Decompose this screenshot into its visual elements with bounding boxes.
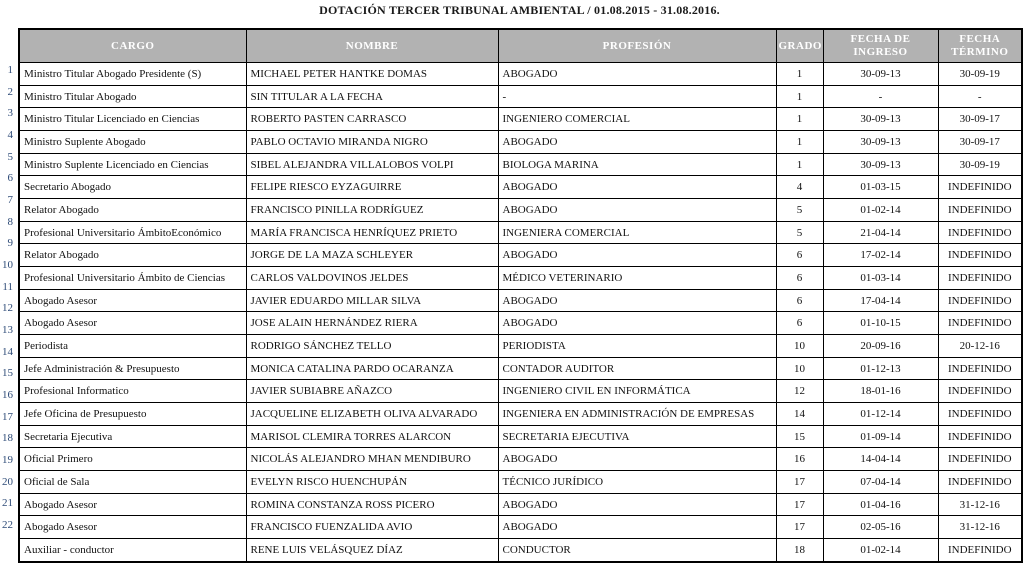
cell-profesion: ABOGADO (498, 176, 776, 199)
cell-profesion: - (498, 85, 776, 108)
cell-cargo: Abogado Asesor (19, 312, 246, 335)
cell-ingreso: 01-03-14 (823, 267, 938, 290)
row-number: 5 (7, 150, 13, 163)
cell-profesion: ABOGADO (498, 63, 776, 86)
cell-profesion: CONDUCTOR (498, 539, 776, 562)
cell-grado: 1 (776, 85, 823, 108)
row-number: 2 (7, 85, 13, 98)
cell-termino: INDEFINIDO (938, 289, 1022, 312)
cell-cargo: Secretaria Ejecutiva (19, 425, 246, 448)
cell-grado: 1 (776, 63, 823, 86)
cell-grado: 1 (776, 108, 823, 131)
cell-termino: INDEFINIDO (938, 357, 1022, 380)
row-number: 22 (2, 519, 13, 532)
cell-nombre: JACQUELINE ELIZABETH OLIVA ALVARADO (246, 403, 498, 426)
cell-cargo: Ministro Titular Abogado (19, 85, 246, 108)
cell-profesion: INGENIERO CIVIL EN INFORMÁTICA (498, 380, 776, 403)
cell-cargo: Profesional Informatico (19, 380, 246, 403)
table-row (19, 244, 1022, 267)
cell-nombre: SIBEL ALEJANDRA VILLALOBOS VOLPI (246, 153, 498, 176)
cell-ingreso: 01-03-15 (823, 176, 938, 199)
cell-nombre: ROBERTO PASTEN CARRASCO (246, 108, 498, 131)
row-number: 18 (2, 432, 13, 445)
cell-ingreso: 14-04-14 (823, 448, 938, 471)
cell-nombre: MONICA CATALINA PARDO OCARANZA (246, 357, 498, 380)
row-number: 17 (2, 410, 13, 423)
table-row (19, 85, 1022, 108)
cell-cargo: Profesional Universitario Ámbito de Ciencias (19, 267, 246, 290)
cell-termino: INDEFINIDO (938, 176, 1022, 199)
cell-termino: - (938, 85, 1022, 108)
table-row (19, 516, 1022, 539)
cell-nombre: JAVIER SUBIABRE AÑAZCO (246, 380, 498, 403)
cell-grado: 16 (776, 448, 823, 471)
row-number-gutter (0, 60, 15, 537)
page-title: DOTACIÓN TERCER TRIBUNAL AMBIENTAL / 01.08.2015 - 31.08.2016. (319, 3, 720, 17)
cell-nombre: JAVIER EDUARDO MILLAR SILVA (246, 289, 498, 312)
table-row (19, 108, 1022, 131)
table-row (19, 539, 1022, 562)
cell-nombre: EVELYN RISCO HUENCHUPÁN (246, 471, 498, 494)
col-header-cargo: CARGO (19, 29, 246, 63)
cell-nombre: MICHAEL PETER HANTKE DOMAS (246, 63, 498, 86)
cell-nombre: FRANCISCO PINILLA RODRÍGUEZ (246, 199, 498, 222)
cell-cargo: Periodista (19, 335, 246, 358)
cell-cargo: Abogado Asesor (19, 516, 246, 539)
cell-termino: INDEFINIDO (938, 244, 1022, 267)
cell-ingreso: 30-09-13 (823, 131, 938, 154)
cell-profesion: SECRETARIA EJECUTIVA (498, 425, 776, 448)
cell-cargo: Relator Abogado (19, 199, 246, 222)
cell-grado: 15 (776, 425, 823, 448)
table-row (19, 312, 1022, 335)
row-number: 1 (7, 64, 13, 76)
staff-table (18, 28, 1023, 563)
table-row (19, 176, 1022, 199)
cell-cargo: Oficial Primero (19, 448, 246, 471)
cell-grado: 4 (776, 176, 823, 199)
cell-grado: 12 (776, 380, 823, 403)
cell-termino: 20-12-16 (938, 335, 1022, 358)
cell-ingreso: 21-04-14 (823, 221, 938, 244)
cell-nombre: FRANCISCO FUENZALIDA AVIO (246, 516, 498, 539)
cell-cargo: Ministro Suplente Abogado (19, 131, 246, 154)
cell-grado: 17 (776, 516, 823, 539)
cell-termino: 30-09-19 (938, 63, 1022, 86)
cell-grado: 5 (776, 199, 823, 222)
cell-cargo: Auxiliar - conductor (19, 539, 246, 562)
cell-grado: 14 (776, 403, 823, 426)
cell-nombre: FELIPE RIESCO EYZAGUIRRE (246, 176, 498, 199)
cell-nombre: ROMINA CONSTANZA ROSS PICERO (246, 493, 498, 516)
cell-termino: INDEFINIDO (938, 380, 1022, 403)
cell-termino: 30-09-17 (938, 131, 1022, 154)
cell-ingreso: 30-09-13 (823, 63, 938, 86)
cell-profesion: ABOGADO (498, 312, 776, 335)
cell-nombre: RENE LUIS VELÁSQUEZ DÍAZ (246, 539, 498, 562)
cell-profesion: MÉDICO VETERINARIO (498, 267, 776, 290)
table-row (19, 403, 1022, 426)
row-number: 11 (2, 280, 13, 293)
table-header (19, 29, 1022, 63)
cell-cargo: Oficial de Sala (19, 471, 246, 494)
cell-ingreso: 07-04-14 (823, 471, 938, 494)
cell-grado: 6 (776, 267, 823, 290)
cell-cargo: Profesional Universitario ÁmbitoEconómico (19, 221, 246, 244)
cell-termino: 31-12-16 (938, 516, 1022, 539)
cell-ingreso: 20-09-16 (823, 335, 938, 358)
table-row (19, 335, 1022, 358)
row-number: 13 (2, 324, 13, 337)
cell-ingreso: 01-12-13 (823, 357, 938, 380)
cell-termino: INDEFINIDO (938, 448, 1022, 471)
cell-termino: 30-09-19 (938, 153, 1022, 176)
table-row (19, 267, 1022, 290)
cell-cargo: Ministro Titular Abogado Presidente (S) (19, 63, 246, 86)
table-row (19, 448, 1022, 471)
row-number: 3 (7, 107, 13, 120)
cell-nombre: SIN TITULAR A LA FECHA (246, 85, 498, 108)
cell-profesion: ABOGADO (498, 244, 776, 267)
cell-ingreso: 01-04-16 (823, 493, 938, 516)
cell-cargo: Abogado Asesor (19, 289, 246, 312)
cell-profesion: BIOLOGA MARINA (498, 153, 776, 176)
cell-grado: 10 (776, 357, 823, 380)
row-number: 8 (7, 215, 13, 228)
table-body (19, 63, 1022, 562)
cell-profesion: ABOGADO (498, 199, 776, 222)
cell-ingreso: 01-10-15 (823, 312, 938, 335)
cell-profesion: ABOGADO (498, 493, 776, 516)
cell-nombre: MARÍA FRANCISCA HENRÍQUEZ PRIETO (246, 221, 498, 244)
cell-profesion: ABOGADO (498, 289, 776, 312)
cell-nombre: RODRIGO SÁNCHEZ TELLO (246, 335, 498, 358)
cell-termino: INDEFINIDO (938, 199, 1022, 222)
col-header-grado: GRADO (776, 29, 823, 63)
cell-grado: 17 (776, 471, 823, 494)
cell-profesion: ABOGADO (498, 516, 776, 539)
cell-profesion: INGENIERA EN ADMINISTRACIÓN DE EMPRESAS (498, 403, 776, 426)
cell-ingreso: 01-02-14 (823, 539, 938, 562)
cell-termino: INDEFINIDO (938, 312, 1022, 335)
cell-cargo: Abogado Asesor (19, 493, 246, 516)
cell-termino: 31-12-16 (938, 493, 1022, 516)
row-number: 21 (2, 497, 13, 510)
col-header-profesion: PROFESIÓN (498, 29, 776, 63)
cell-cargo: Ministro Suplente Licenciado en Ciencias (19, 153, 246, 176)
cell-termino: 30-09-17 (938, 108, 1022, 131)
cell-ingreso: 01-02-14 (823, 199, 938, 222)
cell-nombre: MARISOL CLEMIRA TORRES ALARCON (246, 425, 498, 448)
cell-profesion: TÉCNICO JURÍDICO (498, 471, 776, 494)
col-header-fecha-ingreso: FECHA DE INGRESO (823, 29, 938, 63)
cell-termino: INDEFINIDO (938, 471, 1022, 494)
cell-profesion: ABOGADO (498, 448, 776, 471)
table-row (19, 471, 1022, 494)
col-header-nombre: NOMBRE (246, 29, 498, 63)
table-row (19, 221, 1022, 244)
row-number: 12 (2, 302, 13, 315)
cell-grado: 18 (776, 539, 823, 562)
cell-termino: INDEFINIDO (938, 221, 1022, 244)
table-row (19, 380, 1022, 403)
cell-ingreso: 17-02-14 (823, 244, 938, 267)
cell-termino: INDEFINIDO (938, 403, 1022, 426)
cell-cargo: Secretario Abogado (19, 176, 246, 199)
table-row (19, 153, 1022, 176)
cell-profesion: INGENIERO COMERCIAL (498, 108, 776, 131)
cell-cargo: Jefe Oficina de Presupuesto (19, 403, 246, 426)
cell-ingreso: 30-09-13 (823, 153, 938, 176)
row-number: 6 (7, 172, 13, 185)
cell-termino: INDEFINIDO (938, 267, 1022, 290)
cell-profesion: ABOGADO (498, 131, 776, 154)
cell-ingreso: 01-12-14 (823, 403, 938, 426)
cell-profesion: CONTADOR AUDITOR (498, 357, 776, 380)
col-header-fecha-termino: FECHA TÉRMINO (938, 29, 1022, 63)
cell-grado: 17 (776, 493, 823, 516)
cell-nombre: JOSE ALAIN HERNÁNDEZ RIERA (246, 312, 498, 335)
table-row (19, 289, 1022, 312)
cell-grado: 1 (776, 131, 823, 154)
cell-ingreso: 17-04-14 (823, 289, 938, 312)
cell-nombre: CARLOS VALDOVINOS JELDES (246, 267, 498, 290)
row-number: 14 (2, 345, 13, 358)
cell-nombre: NICOLÁS ALEJANDRO MHAN MENDIBURO (246, 448, 498, 471)
table-row (19, 493, 1022, 516)
cell-nombre: PABLO OCTAVIO MIRANDA NIGRO (246, 131, 498, 154)
table-row (19, 199, 1022, 222)
table-row (19, 357, 1022, 380)
row-number: 16 (2, 389, 13, 402)
cell-ingreso: 30-09-13 (823, 108, 938, 131)
cell-grado: 5 (776, 221, 823, 244)
cell-grado: 10 (776, 335, 823, 358)
row-number: 10 (2, 259, 13, 272)
table-row (19, 63, 1022, 86)
row-number: 7 (7, 194, 13, 207)
cell-ingreso: 01-09-14 (823, 425, 938, 448)
row-number: 19 (2, 454, 13, 467)
cell-cargo: Ministro Titular Licenciado en Ciencias (19, 108, 246, 131)
cell-grado: 6 (776, 289, 823, 312)
cell-cargo: Jefe Administración & Presupuesto (19, 357, 246, 380)
row-number: 9 (7, 237, 13, 250)
cell-nombre: JORGE DE LA MAZA SCHLEYER (246, 244, 498, 267)
cell-profesion: PERIODISTA (498, 335, 776, 358)
row-number: 15 (2, 367, 13, 380)
row-number: 4 (7, 129, 13, 142)
row-number: 20 (2, 475, 13, 488)
cell-grado: 6 (776, 312, 823, 335)
cell-ingreso: 02-05-16 (823, 516, 938, 539)
table-row (19, 425, 1022, 448)
table-row (19, 131, 1022, 154)
cell-ingreso: - (823, 85, 938, 108)
cell-grado: 6 (776, 244, 823, 267)
cell-cargo: Relator Abogado (19, 244, 246, 267)
cell-termino: INDEFINIDO (938, 425, 1022, 448)
cell-ingreso: 18-01-16 (823, 380, 938, 403)
cell-profesion: INGENIERA COMERCIAL (498, 221, 776, 244)
cell-grado: 1 (776, 153, 823, 176)
cell-termino: INDEFINIDO (938, 539, 1022, 562)
